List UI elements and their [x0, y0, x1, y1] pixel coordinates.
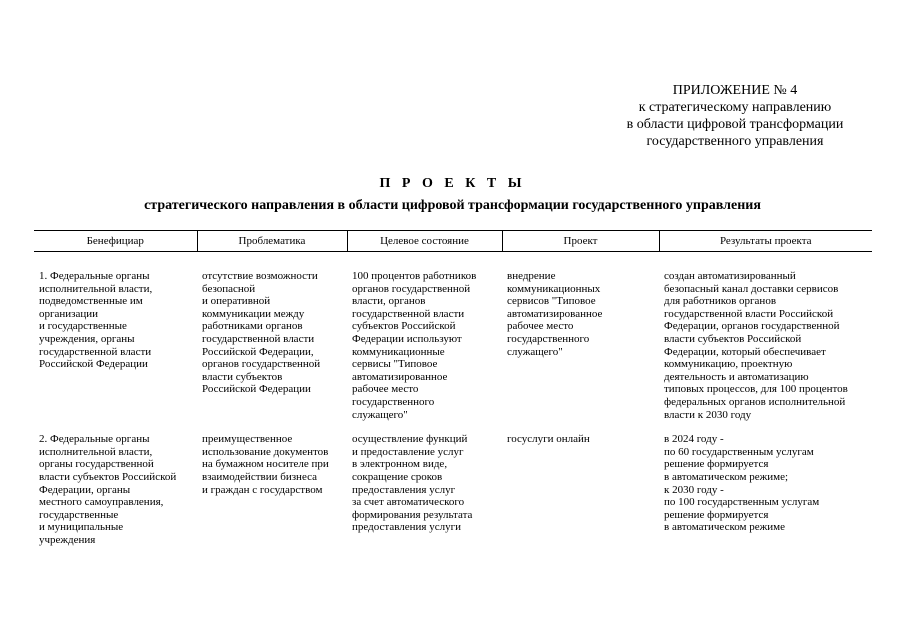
cell-text-line: для работников органов: [664, 295, 777, 308]
cell-text-line: рабочее место: [507, 320, 574, 333]
cell-text-line: государственного: [507, 332, 590, 345]
cell-text-line: сервисов "Типовое: [507, 295, 596, 308]
cell-text-line: власти субъектов: [202, 370, 283, 383]
cell-text-line: коммуникацию, проектную: [664, 358, 793, 371]
appendix-header: [600, 82, 870, 150]
cell-text-line: взаимодействии бизнеса: [202, 470, 317, 483]
cell-text-line: к 2030 году -: [664, 483, 724, 496]
table-body: [34, 252, 872, 547]
cell-text-line: в 2024 году -: [664, 433, 724, 446]
document-subtitle: стратегического направления в области цифровой трансформации государственного управления: [144, 198, 761, 213]
cell-text-line: Российской Федерации,: [202, 345, 314, 358]
cell-text-line: организации: [39, 307, 99, 320]
cell-text-line: Российской Федерации: [202, 383, 311, 396]
appendix-line-4: государственного управления: [646, 134, 824, 149]
table-header-row: [34, 231, 872, 252]
cell-text-line: коммуникационных: [507, 282, 601, 295]
cell-text-line: государственной власти: [39, 345, 152, 358]
cell-text-line: Федерации, который обеспечивает: [664, 345, 826, 358]
header-beneficiary: Бенефициар: [34, 231, 197, 252]
cell-text-line: отсутствие возможности: [202, 270, 318, 282]
cell-text-line: и муниципальные: [39, 521, 124, 534]
cell-problem: [197, 421, 347, 546]
cell-text-line: внедрение: [507, 270, 556, 282]
cell-text-line: служащего": [352, 408, 408, 421]
cell-text-line: органов государственной: [202, 358, 321, 371]
projects-table: [34, 230, 872, 546]
cell-text-line: власти, органов: [352, 295, 426, 308]
cell-text-line: и государственные: [39, 320, 127, 333]
cell-text-line: 100 процентов работников: [352, 270, 477, 282]
cell-text-line: в электронном виде,: [352, 458, 448, 471]
cell-text-line: безопасной: [202, 282, 256, 295]
cell-text-line: автоматизированное: [352, 370, 448, 383]
cell-target-state: [347, 252, 502, 422]
cell-text-line: коммуникации между: [202, 307, 305, 320]
cell-text-line: рабочее место: [352, 383, 419, 396]
appendix-line-2: к стратегическому направлению: [638, 100, 832, 115]
cell-text-line: государственные: [39, 508, 119, 521]
cell-text-line: сокращение сроков: [352, 470, 443, 483]
header-problem: Проблематика: [197, 231, 347, 252]
cell-text-line: и оперативной: [202, 295, 271, 308]
cell-results: [659, 421, 872, 546]
cell-text-line: государственной власти Российской: [664, 307, 834, 320]
cell-beneficiary: [34, 421, 197, 546]
appendix-line-3: в области цифровой трансформации: [626, 117, 844, 132]
cell-text-line: создан автоматизированный: [664, 270, 796, 282]
cell-text-line: в автоматическом режиме: [664, 521, 785, 534]
cell-text-line: учреждения, органы: [39, 332, 135, 345]
cell-text-line: 1. Федеральные органы: [39, 270, 150, 282]
header-target-state: Целевое состояние: [347, 231, 502, 252]
cell-text-line: в автоматическом режиме;: [664, 470, 789, 483]
cell-text-line: учреждения: [39, 533, 96, 546]
cell-text-line: исполнительной власти,: [39, 445, 153, 458]
cell-text-line: государственной власти: [352, 307, 465, 320]
projects-table-container: [34, 230, 872, 546]
cell-problem: [197, 252, 347, 422]
cell-text-line: на бумажном носителе при: [202, 458, 329, 471]
header-results: Результаты проекта: [659, 231, 872, 252]
cell-text-line: власти к 2030 году: [664, 408, 752, 421]
cell-text-line: государственной власти: [202, 332, 315, 345]
cell-text-line: Федерации, органы: [39, 483, 131, 496]
cell-text-line: предоставления услуги: [352, 521, 461, 534]
cell-text-line: Российской Федерации: [39, 358, 148, 371]
table-row: [34, 421, 872, 546]
cell-text-line: типовых процессов, для 100 процентов: [664, 383, 848, 396]
cell-text-line: местного самоуправления,: [39, 496, 164, 509]
cell-text-line: власти субъектов Российской: [664, 332, 802, 345]
cell-text-line: служащего": [507, 345, 563, 358]
header-project: Проект: [502, 231, 659, 252]
cell-project: [502, 252, 659, 422]
cell-text-line: 2. Федеральные органы: [39, 433, 150, 446]
cell-beneficiary: [34, 252, 197, 422]
cell-text-line: госуслуги онлайн: [507, 433, 590, 446]
cell-text-line: работниками органов: [202, 320, 303, 333]
cell-text-line: и предоставление услуг: [352, 445, 464, 458]
cell-text-line: за счет автоматического: [352, 496, 465, 509]
cell-text-line: подведомственные им: [39, 295, 143, 308]
cell-text-line: и граждан с государством: [202, 483, 323, 496]
document-title: П Р О Е К Т Ы: [379, 176, 526, 191]
cell-text-line: органов государственной: [352, 282, 471, 295]
cell-text-line: сервисы "Типовое: [352, 358, 438, 371]
cell-text-line: по 60 государственным услугам: [664, 445, 814, 458]
cell-text-line: федеральных органов исполнительной: [664, 395, 846, 408]
cell-text-line: преимущественное: [202, 433, 293, 446]
cell-target-state: [347, 421, 502, 546]
cell-results: [659, 252, 872, 422]
cell-text-line: Федерации используют: [352, 332, 462, 345]
table-row: [34, 252, 872, 422]
cell-text-line: исполнительной власти,: [39, 282, 153, 295]
cell-text-line: государственного: [352, 395, 435, 408]
cell-text-line: Федерации, органов государственной: [664, 320, 840, 333]
cell-text-line: безопасный канал доставки сервисов: [664, 282, 839, 295]
appendix-line-1: ПРИЛОЖЕНИЕ № 4: [672, 83, 798, 98]
cell-text-line: использование документов: [202, 445, 329, 458]
cell-project: [502, 421, 659, 546]
cell-text-line: предоставления услуг: [352, 483, 456, 496]
cell-text-line: автоматизированное: [507, 307, 603, 320]
cell-text-line: деятельность и автоматизацию: [664, 370, 809, 383]
cell-text-line: коммуникационные: [352, 345, 445, 358]
cell-text-line: субъектов Российской: [352, 320, 456, 333]
cell-text-line: решение формируется: [664, 458, 769, 471]
cell-text-line: власти субъектов Российской: [39, 470, 177, 483]
cell-text-line: органы государственной: [39, 458, 154, 471]
cell-text-line: формирования результата: [352, 508, 473, 521]
cell-text-line: осуществление функций: [352, 433, 468, 446]
cell-text-line: решение формируется: [664, 508, 769, 521]
cell-text-line: по 100 государственным услугам: [664, 496, 820, 509]
